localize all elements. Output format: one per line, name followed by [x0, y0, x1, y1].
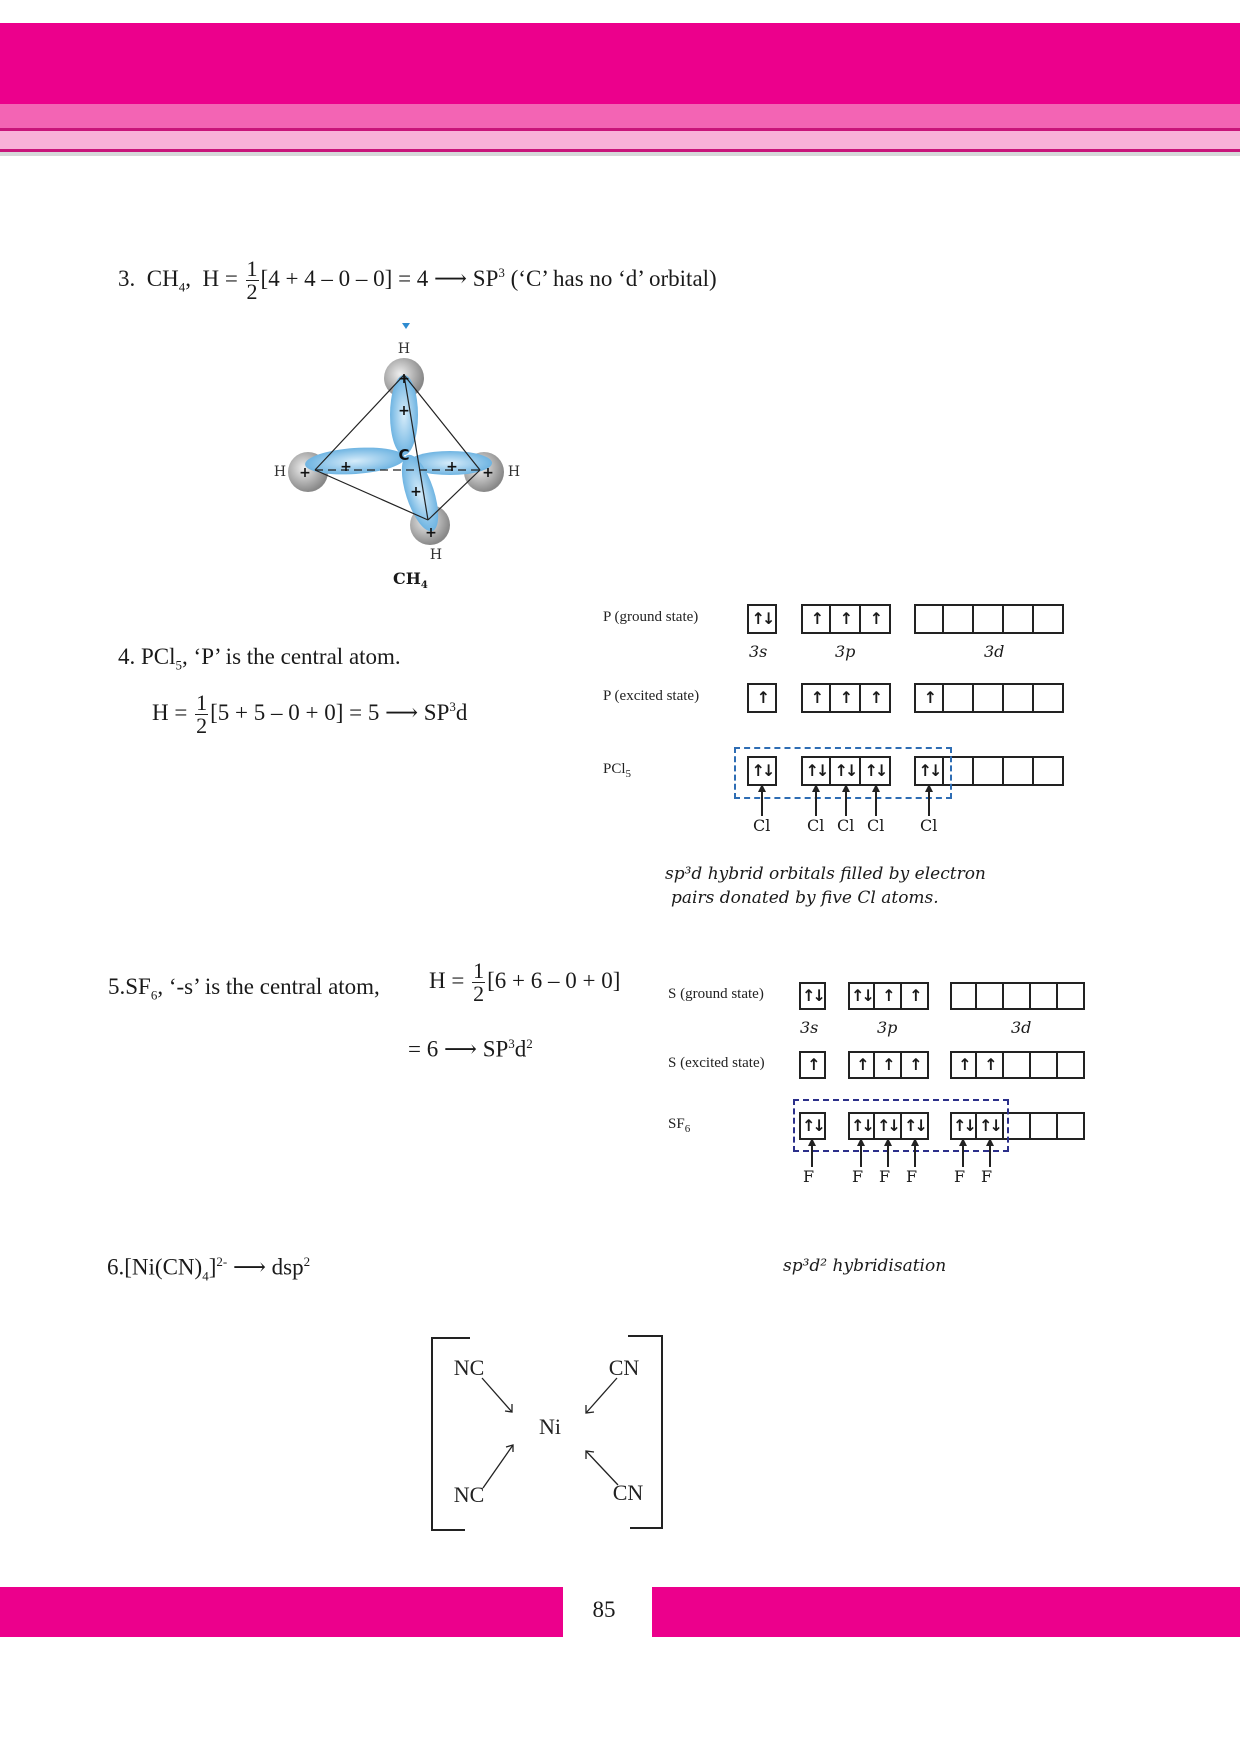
ligand-label: F — [954, 1167, 966, 1186]
ligand-label: Cl — [920, 816, 938, 835]
subshell-label: 3s — [800, 1018, 819, 1037]
orbital-box-p: ↑ — [902, 1051, 929, 1079]
ligand-label: Cl — [753, 816, 771, 835]
orbital-box-s: ↑ — [747, 683, 777, 713]
superscript: 2 — [303, 1254, 311, 1269]
orbital-box-p: ↑ — [902, 982, 929, 1010]
ligand-label: Cl — [807, 816, 825, 835]
subscript: 4 — [178, 279, 186, 295]
footer-band-right — [652, 1587, 1240, 1637]
header-shadow — [0, 152, 1240, 156]
arrowhead-icon — [842, 784, 850, 792]
item5-equation — [429, 960, 620, 1005]
numerator: 1 — [246, 256, 258, 281]
orbital-box-s: ↑↓ — [747, 756, 777, 786]
orbital-box-p: ↑ — [848, 1051, 875, 1079]
plus-sign: + — [398, 371, 410, 387]
orbital-box-d — [974, 683, 1004, 713]
orbital-box-p: ↑ — [861, 683, 891, 713]
plus-sign: + — [340, 459, 352, 475]
ligand-label: Cl — [867, 816, 885, 835]
item6-equation — [107, 1254, 310, 1284]
subscript: 6 — [150, 987, 158, 1003]
orbital-box-d: ↑ — [914, 683, 944, 713]
orbital-row-label: P (ground state) — [603, 609, 699, 625]
orbital-box-d — [1058, 1051, 1085, 1079]
orbital-box-d — [1031, 1051, 1058, 1079]
orbital-box-d — [1031, 1112, 1058, 1140]
orbital-box-p: ↑ — [801, 683, 831, 713]
orbital-box-p: ↑↓ — [831, 756, 861, 786]
orbital-box-d — [944, 683, 974, 713]
orbital-box-d: ↑↓ — [950, 1112, 977, 1140]
numerator: 1 — [473, 958, 485, 983]
fraction — [246, 258, 259, 303]
orbital-box-d — [1058, 1112, 1085, 1140]
heading-text: 4. PCl — [118, 644, 176, 669]
orbital-row-label: $SF_6$ — [668, 1116, 691, 1135]
orbital-box-p: ↑ — [831, 604, 861, 634]
orbital-row-label: PCl$_5$ — [603, 761, 632, 780]
ch4-caption — [393, 569, 428, 591]
ligand-label: F — [981, 1167, 993, 1186]
arrowhead-icon — [808, 1138, 816, 1146]
orbital-box-s: ↑ — [799, 1051, 826, 1079]
expression: [6 + 6 – 0 + 0] — [487, 967, 621, 993]
carbon-label: C — [398, 446, 410, 464]
denominator: 2 — [246, 279, 258, 304]
superscript: 3 — [498, 265, 505, 281]
subscript: 5 — [625, 768, 632, 780]
orbital-box-p: ↑ — [861, 604, 891, 634]
caption-text: CH — [393, 569, 421, 588]
header-band — [0, 23, 1240, 104]
heading-text: 5.SF — [108, 974, 151, 999]
h-label-left: H — [273, 464, 287, 480]
bracket: ] — [208, 1254, 217, 1280]
h-label-right: H — [507, 464, 521, 480]
caption-line: pairs donated by five Cl atoms. — [671, 888, 939, 908]
ligand-nc-top: NC — [453, 1355, 485, 1380]
item4-heading — [118, 644, 401, 674]
subshell-label: 3p — [835, 642, 856, 661]
footer-band-left — [0, 1587, 563, 1637]
orbital-box-p: ↑↓ — [848, 982, 875, 1010]
marker-icon — [402, 323, 410, 329]
h-label: H = — [202, 265, 238, 291]
page-number: 85 — [592, 1597, 616, 1622]
orbital-box-d — [914, 604, 944, 634]
orbital-row-label: S (excited state) — [668, 1055, 765, 1071]
expression: [5 + 5 – 0 + 0] = 5 ⟶ SP — [210, 699, 450, 725]
orbital-box-p: ↑↓ — [848, 1112, 875, 1140]
item-number: 3. — [118, 265, 136, 291]
pcl5-caption — [665, 862, 986, 910]
orbital-box-p: ↑↓ — [801, 756, 831, 786]
orbital-box-d: ↑ — [950, 1051, 977, 1079]
subshell-label: 3p — [877, 1018, 898, 1037]
ni-center: Ni — [539, 1414, 561, 1439]
ligand-label: Cl — [837, 816, 855, 835]
fraction — [195, 692, 208, 737]
caption-line: sp³d hybrid orbitals filled by electron — [665, 864, 986, 884]
arrowhead-icon — [872, 784, 880, 792]
orbital-box-p: ↑↓ — [902, 1112, 929, 1140]
denominator: 2 — [473, 981, 485, 1006]
fraction — [472, 960, 485, 1005]
subscript: 4 — [420, 580, 428, 592]
orbital-box-d: ↑↓ — [977, 1112, 1004, 1140]
ligand-cn-bottom: CN — [612, 1480, 644, 1505]
orbital-box-d — [1004, 1051, 1031, 1079]
header-band-light — [0, 131, 1240, 149]
heading-text-rest: , ‘P’ is the central atom. — [182, 644, 401, 669]
orbital-box-s: ↑↓ — [799, 982, 826, 1010]
item5-heading — [108, 974, 380, 1004]
plus-sign: + — [398, 403, 410, 419]
orbital-box-d — [1004, 683, 1034, 713]
orbital-box-d — [1034, 604, 1064, 634]
orbital-box-s: ↑↓ — [799, 1112, 826, 1140]
plus-sign: + — [446, 459, 458, 475]
separator: , — [185, 265, 191, 291]
charge: 2- — [216, 1254, 228, 1269]
orbital-box-d — [1004, 756, 1034, 786]
orbital-box-d — [944, 604, 974, 634]
ligand-cn-top: CN — [608, 1355, 640, 1380]
donation-arrow-shaft — [875, 788, 877, 816]
orbital-box-d — [1058, 982, 1085, 1010]
h-label-bottom: H — [429, 547, 443, 563]
arrowhead-icon — [812, 784, 820, 792]
arrowhead-icon — [857, 1138, 865, 1146]
arrowhead-icon — [986, 1138, 994, 1146]
item5-result — [408, 1036, 533, 1063]
subshell-label: 3s — [749, 642, 768, 661]
result-d: d — [514, 1036, 527, 1062]
orbital-box-d — [1034, 683, 1064, 713]
subshell-label: 3d — [984, 642, 1005, 661]
sf6-caption: sp³d² hybridisation — [783, 1256, 947, 1276]
orbital-box-d — [950, 982, 977, 1010]
orbital-box-d: ↑ — [977, 1051, 1004, 1079]
h-label-top: H — [397, 341, 411, 357]
orbital-row-label: P (excited state) — [603, 688, 700, 704]
arrowhead-icon — [884, 1138, 892, 1146]
ligand-label: F — [803, 1167, 815, 1186]
item3-equation — [118, 258, 717, 303]
subscript: 5 — [175, 657, 183, 673]
ligand-nc-bottom: NC — [453, 1482, 485, 1507]
orbital-box-p: ↑ — [875, 982, 902, 1010]
superscript: 2 — [526, 1036, 533, 1051]
orbital-box-d — [1004, 982, 1031, 1010]
donation-arrow-shaft — [815, 788, 817, 816]
hybridisation: ⟶ dsp — [227, 1254, 304, 1280]
orbital-box-d — [1034, 756, 1064, 786]
denominator: 2 — [196, 713, 208, 738]
arrowhead-icon — [911, 1138, 919, 1146]
subscript: 6 — [684, 1123, 691, 1135]
h-label: H = — [429, 967, 465, 993]
plus-sign: + — [482, 465, 494, 481]
arrowhead-icon — [959, 1138, 967, 1146]
header-band-mid — [0, 104, 1240, 128]
orbital-box-p: ↑ — [875, 1051, 902, 1079]
orbital-box-d — [974, 756, 1004, 786]
plus-sign: + — [410, 484, 422, 500]
ni-cn4-structure — [425, 1330, 675, 1540]
ch4-tetrahedral-figure — [260, 315, 530, 565]
orbital-box-d — [974, 604, 1004, 634]
orbital-box-p: ↑↓ — [875, 1112, 902, 1140]
subshell-label: 3d — [1011, 1018, 1032, 1037]
expression: [4 + 4 – 0 – 0] = 4 ⟶ SP — [260, 265, 499, 291]
orbital-box-p: ↑ — [801, 604, 831, 634]
heading-text-rest: , ‘-s’ is the central atom, — [157, 974, 380, 999]
ligand-label: F — [879, 1167, 891, 1186]
orbital-box-d — [1004, 604, 1034, 634]
molecule: CH — [146, 265, 179, 291]
item4-equation — [152, 692, 467, 737]
expression-end: d — [455, 699, 468, 725]
orbital-box-s: ↑↓ — [747, 604, 777, 634]
orbital-box-p: ↑ — [831, 683, 861, 713]
hybrid-orbital-box — [793, 1099, 1009, 1152]
plus-sign: + — [299, 465, 311, 481]
donation-arrow-shaft — [928, 788, 930, 816]
superscript: 3 — [508, 1036, 515, 1051]
orbital-row-label: S (ground state) — [668, 986, 764, 1002]
ligand-label: F — [852, 1167, 864, 1186]
plus-sign: + — [425, 525, 437, 541]
ligand-label: F — [906, 1167, 918, 1186]
arrowhead-icon — [758, 784, 766, 792]
complex-formula: 6.[Ni(CN) — [107, 1254, 203, 1280]
subscript: 4 — [202, 1268, 209, 1284]
arrowhead-icon — [925, 784, 933, 792]
orbital-box-d — [1031, 982, 1058, 1010]
donation-arrow-shaft — [845, 788, 847, 816]
orbital-box-d: ↑↓ — [914, 756, 944, 786]
orbital-box-d — [977, 982, 1004, 1010]
superscript: 3 — [449, 699, 456, 715]
h-label: H = — [152, 699, 188, 725]
result-text: = 6 ⟶ SP — [408, 1036, 509, 1062]
note: (‘C’ has no ‘d’ orbital) — [510, 265, 717, 291]
donation-arrow-shaft — [761, 788, 763, 816]
orbital-box-p: ↑↓ — [861, 756, 891, 786]
numerator: 1 — [196, 690, 208, 715]
